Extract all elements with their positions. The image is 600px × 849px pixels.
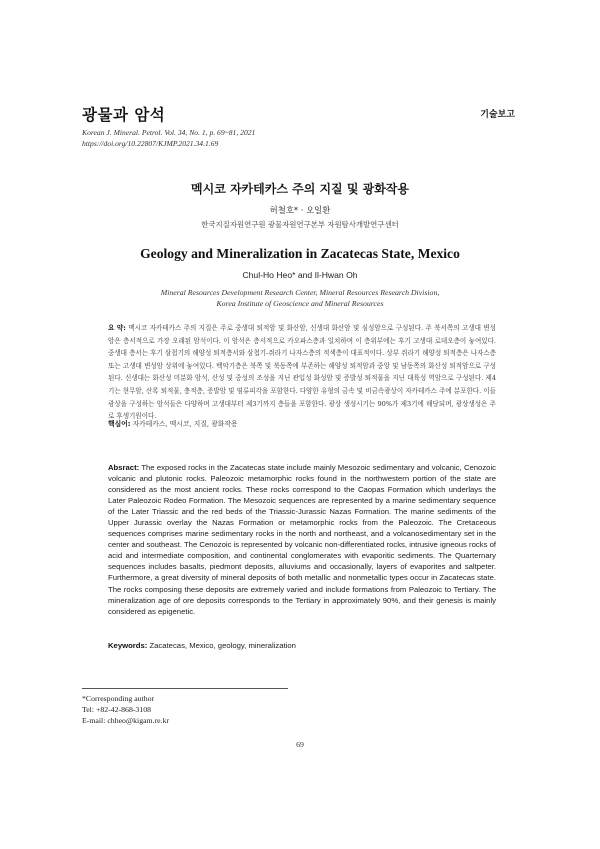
abstract-english-label: Absract: bbox=[108, 463, 140, 472]
page-number: 69 bbox=[296, 740, 304, 749]
journal-title: 광물과 암석 bbox=[82, 106, 166, 124]
footnote-block bbox=[82, 693, 169, 726]
abstract-korean-text: 멕시코 자카테카스 주의 지질은 주로 중생대 퇴적암 및 화산암, 신생대 화산암 및 심성암으로 구성된다. 주 북서쪽의 고생대 변성암은 층서적으로 가장 오래된 암석이다. 이 암석은 층서적으로 카오파스층과 일치하며 이 층위부에는 후기 고생대 로데오층이 놓여있다. 중생대 층서는 후기 삼첩기의 해양성 퇴적층서와 삼첩기-쥐라기 나자스층의 적색층이 대표적이다. 상부 쥐라기 해양성 퇴적층은 나자스층 또는 고생대 변성암 상위에 놓여있다. 백악기층은 북쪽 및 북동쪽에 부존하는 해양성 퇴적암과 중앙 및 남동쪽의 화산성 퇴적암으로 구성된다. 신생대는 화산성 미분화 암석, 산성 및 중성의 조성을 지닌 관입성 화성암 및 증발성 퇴적물을 지닌 대륙성 역암으로 구성된다. 제4기는 현무암, 산록 퇴적물, 충적층, 증발암 및 염류피각을 포함한다. 다양한 유형의 금속 및 비금속광상이 자카테카스 주에 분포한다. 이들 광상을 구성하는 암석들은 다양하며 고생대부터 제3기까지 층들을 포함한다. 광상 생성시기는 90%가 제3기에 해당되며, 광상생성은 주로 후생기원이다. bbox=[108, 324, 497, 421]
citation-doi-link[interactable]: https://doi.org/10.22807/KJMP.2021.34.1.69 bbox=[82, 139, 219, 148]
keywords-korean bbox=[108, 418, 496, 428]
article-type-label: 기술보고 bbox=[480, 110, 515, 120]
keywords-english-label: Keywords: bbox=[108, 641, 148, 650]
authors-english: Chul-Ho Heo* and Il-Hwan Oh bbox=[242, 270, 358, 280]
abstract-english bbox=[108, 462, 496, 617]
keywords-korean-label: 핵심어: bbox=[108, 420, 131, 428]
affiliation-english-line1: Mineral Resources Development Research Center, Mineral Resources Research Division, bbox=[160, 288, 440, 297]
abstract-english-text: The exposed rocks in the Zacatecas state include mainly Mesozoic sedimentary and volcanic, Cenozoic volcanic and plutonic rocks. Paleozoic metamorphic rocks found in the northwestern portion of the state are considered as the most ancient rocks. These rocks correspond to the Caopas Formation which underlays the Later Paleozoic Rodeo Formation. The Mesozoic sequences are represented by a marine sedimentary sequence of the Later Triassic and the red beds of the Triassic-Jurassic Nazas Formation. The marine sediments of the Upper Jurassic overlay the Nazas Formation or metamorphic rocks from the Paleozoic. The Cretaceous sequences comprises marine sedimentary rocks in the north and northeast, and a volcanosedimentary set in the center and southeast. The Cenozoic is represented by volcanic non-differentiated rocks, intrusive igneous rocks of acid and intermediate composition, and continental conglomerates with evaporitic sediments. The Quarternary sequences includes basalts, piedmont deposits, alluviums and occasionally, layers of evaporites and saltpeter. Furthermore, a great diversity of mineral deposits of both metallic and nonmetallic types occur in Zacatecas state. The rocks composing these deposits are extremely varied and include formations from Paleozoic to Tertiary. The mineralization age of ore deposits corresponds to the Tertiary in approximately 90%, and their genesis is mainly considered as epigenetic. bbox=[108, 463, 497, 616]
keywords-korean-text: 자카테카스, 멕시코, 지질, 광화작용 bbox=[132, 420, 238, 428]
abstract-korean bbox=[108, 322, 496, 423]
keywords-english-text: Zacatecas, Mexico, geology, mineralization bbox=[149, 641, 296, 650]
article-title-korean: 멕시코 자카테카스 주의 지질 및 광화작용 bbox=[191, 182, 409, 196]
article-title-english: Geology and Mineralization in Zacatecas State, Mexico bbox=[140, 246, 460, 261]
footnote-divider bbox=[82, 688, 288, 689]
keywords-english bbox=[108, 641, 496, 650]
citation-volume: Korean J. Mineral. Petrol. Vol. 34, No. 1, p. 69~81, 2021 bbox=[82, 128, 256, 137]
corresponding-author-note: *Corresponding author bbox=[82, 694, 155, 703]
affiliation-korean: 한국지질자원연구원 광물자원연구본부 자원탐사개발연구센터 bbox=[201, 220, 399, 229]
authors-korean: 허철호* · 오일환 bbox=[269, 205, 331, 215]
abstract-korean-label: 요 약: bbox=[108, 324, 126, 332]
author-email-link[interactable]: E-mail: chheo@kigam.re.kr bbox=[82, 716, 170, 725]
citation-block bbox=[82, 127, 255, 149]
author-phone: Tel: +82-42-868-3108 bbox=[82, 705, 152, 714]
affiliation-english bbox=[0, 287, 600, 309]
affiliation-english-line2: Korea Institute of Geoscience and Mineral Resources bbox=[216, 299, 384, 308]
